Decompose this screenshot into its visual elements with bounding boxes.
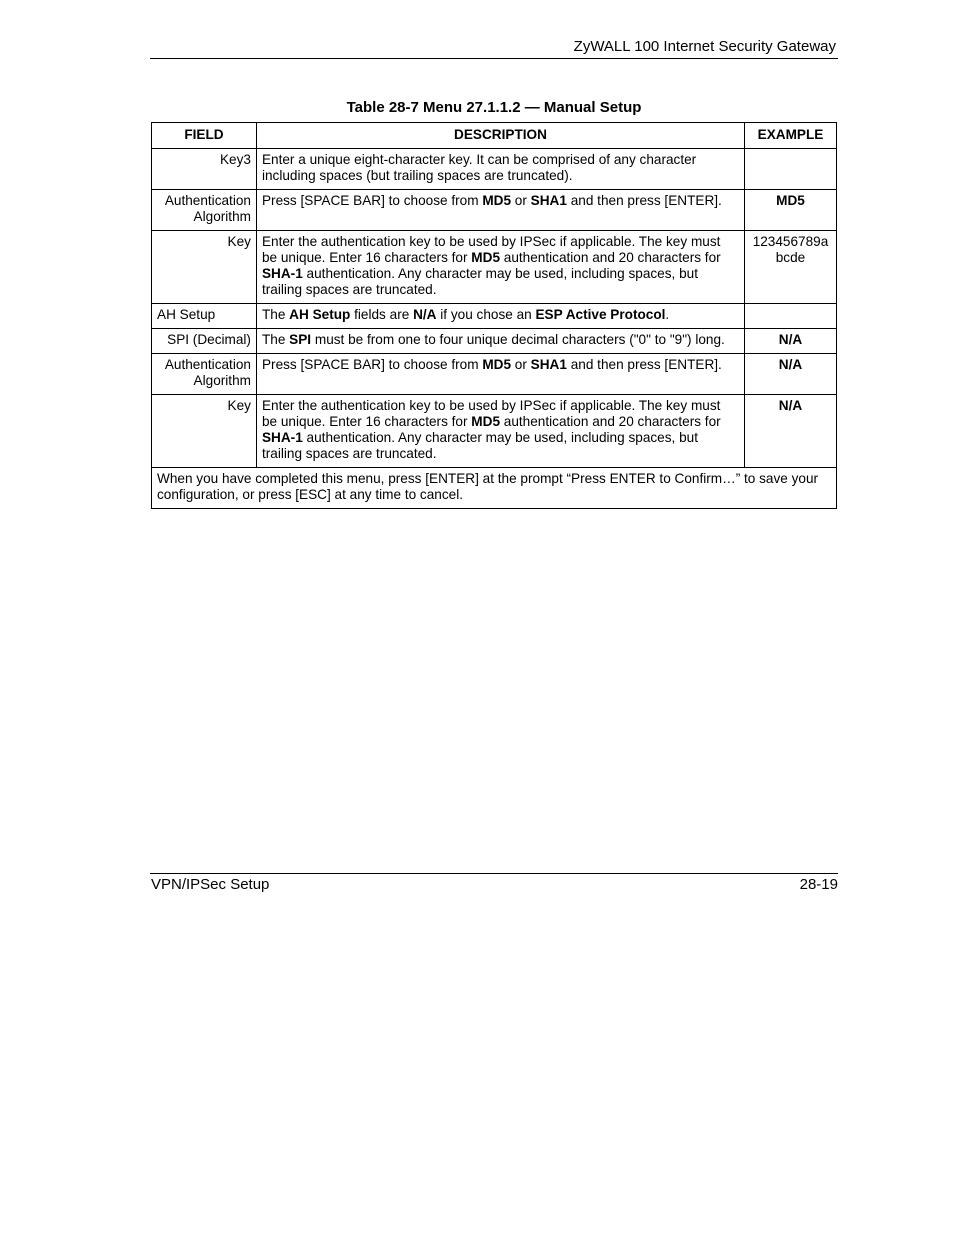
- description-text: Enter a unique eight-character key. It can be comprised of any character including spaces (but trailing spaces are truncated).: [261, 152, 697, 183]
- table-row: [152, 231, 837, 304]
- column-header-example: EXAMPLE: [745, 123, 837, 149]
- bold-term: SHA-1: [261, 430, 303, 445]
- table-row: [152, 190, 837, 231]
- description-text: or: [511, 193, 531, 208]
- example-cell: [745, 304, 837, 329]
- bold-term: AH Setup: [289, 307, 351, 322]
- bold-term: SHA1: [530, 193, 567, 208]
- table-row: [152, 304, 837, 329]
- description-text: The: [261, 307, 290, 322]
- table-footnote-row: [152, 468, 837, 509]
- description-text: authentication and 20 characters for: [500, 414, 721, 429]
- description-text: or: [511, 357, 531, 372]
- description-text: authentication. Any character may be used, including spaces, but trailing spaces are truncated.: [261, 266, 698, 297]
- table-header-row: [152, 123, 837, 149]
- description-text: authentication and 20 characters for: [500, 250, 721, 265]
- description-text: must be from one to four unique decimal characters ("0" to "9") long.: [311, 332, 725, 347]
- field-cell: Authentication Algorithm: [152, 190, 257, 231]
- description-cell: [256, 190, 744, 231]
- table-row: [152, 149, 837, 190]
- header-divider: [150, 58, 838, 59]
- field-cell: Key: [152, 231, 257, 304]
- description-text: Press [SPACE BAR] to choose from: [261, 193, 483, 208]
- bold-term: SHA-1: [261, 266, 303, 281]
- field-cell: Key3: [152, 149, 257, 190]
- table-footnote: When you have completed this menu, press [ENTER] at the prompt “Press ENTER to Confirm…” to save your configuration, or press [ESC] at any time to cancel.: [152, 468, 837, 509]
- description-text: and then press [ENTER].: [566, 193, 722, 208]
- table-row: [152, 329, 837, 354]
- example-cell: N/A: [745, 354, 837, 395]
- bold-term: SPI: [289, 332, 312, 347]
- table-row: [152, 354, 837, 395]
- bold-term: N/A: [413, 307, 437, 322]
- description-text: Enter the authentication key to be used by IPSec if applicable. The key must be unique. Enter 16 characters for: [261, 398, 721, 429]
- description-text: Enter the authentication key to be used by IPSec if applicable. The key must be unique. Enter 16 characters for: [261, 234, 721, 265]
- description-text: The: [261, 332, 290, 347]
- bold-term: MD5: [471, 414, 500, 429]
- description-cell: [256, 354, 744, 395]
- field-cell: SPI (Decimal): [152, 329, 257, 354]
- description-text: .: [665, 307, 670, 322]
- description-cell: [256, 395, 744, 468]
- manual-setup-table: [151, 122, 837, 509]
- page-header-title: ZyWALL 100 Internet Security Gateway: [573, 38, 836, 55]
- description-cell: [256, 231, 744, 304]
- footer-page-number: 28-19: [799, 876, 838, 893]
- footer-section-title: VPN/IPSec Setup: [151, 876, 270, 893]
- field-cell: AH Setup: [152, 304, 257, 329]
- description-text: and then press [ENTER].: [566, 357, 722, 372]
- example-cell: N/A: [745, 395, 837, 468]
- example-cell: N/A: [745, 329, 837, 354]
- column-header-field: FIELD: [152, 123, 257, 149]
- bold-term: MD5: [482, 357, 512, 372]
- description-cell: [256, 304, 744, 329]
- example-cell: MD5: [745, 190, 837, 231]
- field-cell: Key: [152, 395, 257, 468]
- description-cell: [256, 329, 744, 354]
- bold-term: SHA1: [530, 357, 567, 372]
- bold-term: ESP Active Protocol: [535, 307, 666, 322]
- column-header-description: DESCRIPTION: [256, 123, 744, 149]
- bold-term: MD5: [471, 250, 500, 265]
- description-cell: [256, 149, 744, 190]
- description-text: Press [SPACE BAR] to choose from: [261, 357, 483, 372]
- bold-term: MD5: [482, 193, 512, 208]
- example-cell: 123456789a bcde: [745, 231, 837, 304]
- field-cell: Authentication Algorithm: [152, 354, 257, 395]
- description-text: if you chose an: [436, 307, 536, 322]
- table-caption: Table 28-7 Menu 27.1.1.2 — Manual Setup: [346, 99, 642, 116]
- table-row: [152, 395, 837, 468]
- description-text: fields are: [350, 307, 414, 322]
- footer-divider: [150, 873, 838, 874]
- example-cell: [745, 149, 837, 190]
- description-text: authentication. Any character may be used, including spaces, but trailing spaces are truncated.: [261, 430, 698, 461]
